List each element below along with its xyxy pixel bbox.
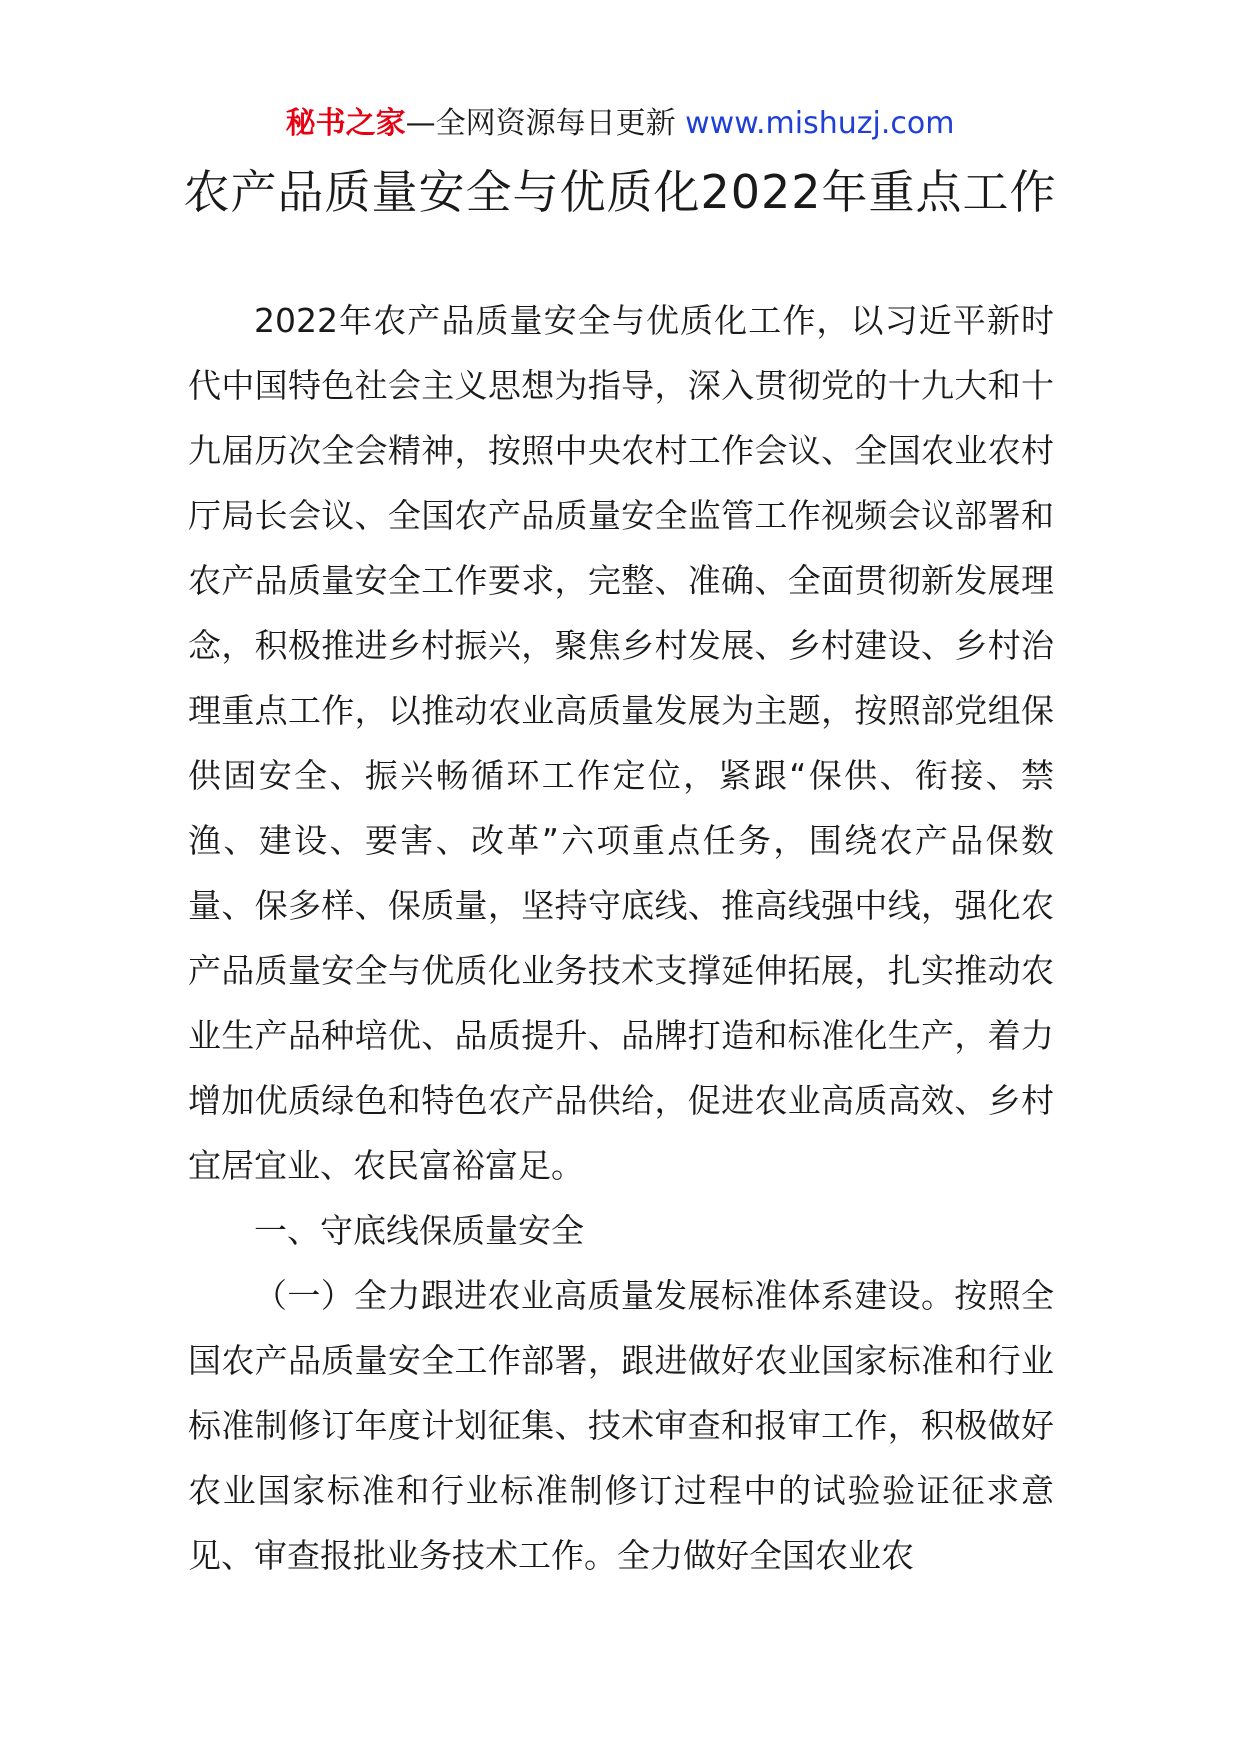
- intro-paragraph: 2022年农产品质量安全与优质化工作，以习近平新时代中国特色社会主义思想为指导，深入贯彻党的十九大和十九届历次全会精神，按照中央农村工作会议、全国农业农村厅局长会议、全国农产品质量安全监管工作视频会议部署和农产品质量安全工作要求，完整、准确、全面贯彻新发展理念，积极推进乡村振兴，聚焦乡村发展、乡村建设、乡村治理重点工作，以推动农业高质量发展为主题，按照部党组保供固安全、振兴畅循环工作定位，紧跟“保供、衔接、禁渔、建设、要害、改革”六项重点任务，围绕农产品保数量、保多样、保质量，坚持守底线、推高线强中线，强化农产品质量安全与优质化业务技术支撑延伸拓展，扎实推动农业生产品种培优、品质提升、品牌打造和标准化生产，着力增加优质绿色和特色农产品供给，促进农业高质高效、乡村宜居宜业、农民富裕富足。: [188, 301, 1054, 1185]
- site-url-link[interactable]: www.mishuzj.com: [685, 106, 955, 141]
- site-header: [0, 104, 1240, 144]
- document-title: 农产品质量安全与优质化2022年重点工作: [183, 165, 1057, 219]
- body-paragraph: （一）全力跟进农业高质量发展标准体系建设。按照全国农产品质量安全工作部署，跟进做好农业国家标准和行业标准制修订年度计划征集、技术审查和报审工作，积极做好农业国家标准和行业标准制修订过程中的试验验证征求意见、审查报批业务技术工作。全力做好全国农业农: [188, 1276, 1054, 1575]
- brand-name: 秘书之家: [285, 106, 406, 141]
- header-tagline: —全网资源每日更新: [405, 106, 686, 141]
- section-heading: 一、守底线保质量安全: [254, 1211, 584, 1250]
- document-body: [188, 288, 1054, 1588]
